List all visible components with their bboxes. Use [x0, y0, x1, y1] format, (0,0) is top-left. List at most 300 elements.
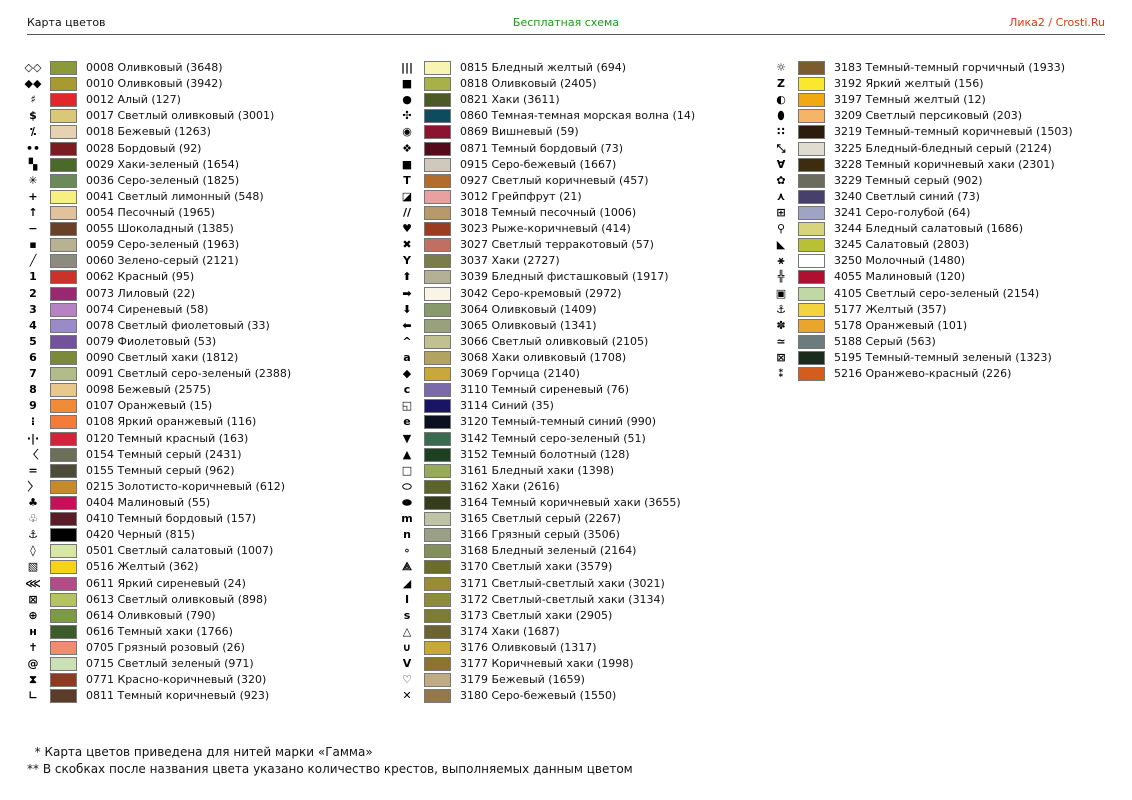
color-swatch	[424, 222, 451, 236]
color-swatch	[424, 689, 451, 703]
pin-icon: ⚲	[776, 222, 786, 236]
color-swatch	[50, 351, 77, 365]
color-swatch	[50, 319, 77, 333]
color-label: 3110 Темный сиреневый (76)	[460, 383, 630, 397]
color-label: 0611 Яркий сиреневый (24)	[86, 576, 246, 590]
lozenge-icon: ◊	[30, 544, 36, 558]
site-link[interactable]: Лика2 / Crosti.Ru	[1009, 16, 1105, 29]
color-swatch	[798, 351, 825, 365]
color-swatch	[50, 270, 77, 284]
scheme-link[interactable]: Бесплатная схема	[512, 16, 620, 29]
color-swatch	[50, 142, 77, 156]
color-label: 0614 Оливковый (790)	[86, 608, 216, 622]
color-label: 0869 Вишневый (59)	[460, 125, 579, 139]
color-label: 0927 Светлый коричневый (457)	[460, 173, 649, 187]
color-label: 3042 Серо-кремовый (2972)	[460, 286, 622, 300]
color-label: 0078 Светлый фиолетовый (33)	[86, 318, 270, 332]
color-swatch	[798, 61, 825, 75]
color-swatch	[798, 287, 825, 301]
color-label: 3161 Бледный хаки (1398)	[460, 463, 615, 477]
digit-one-icon: 1	[29, 270, 37, 284]
color-label: 3174 Хаки (1687)	[460, 624, 560, 638]
color-swatch	[798, 222, 825, 236]
color-swatch	[50, 544, 77, 558]
digit-four-icon: 4	[29, 318, 37, 332]
color-label: 3066 Светлый оливковый (2105)	[460, 334, 649, 348]
color-swatch	[424, 303, 451, 317]
color-swatch	[424, 593, 451, 607]
color-swatch	[50, 560, 77, 574]
minus-icon: −	[28, 222, 38, 236]
letter-a-icon: a	[403, 350, 411, 364]
color-swatch	[424, 287, 451, 301]
color-swatch	[424, 448, 451, 462]
color-label: 3179 Бежевый (1659)	[460, 673, 585, 687]
color-swatch	[424, 528, 451, 542]
color-swatch	[424, 61, 451, 75]
color-swatch	[798, 254, 825, 268]
color-label: 0062 Красный (95)	[86, 270, 195, 284]
angle-left-icon: 〈	[27, 447, 39, 461]
footer-notes	[27, 744, 633, 778]
letter-m-icon: m	[401, 512, 413, 526]
letter-t-icon: T	[403, 173, 411, 187]
color-label: 3240 Светлый синий (73)	[834, 189, 980, 203]
letter-n-icon: n	[403, 528, 411, 542]
small-circle-icon: ∘	[403, 544, 411, 558]
color-label: 3023 Рыже-коричневый (414)	[460, 222, 631, 236]
color-swatch	[50, 109, 77, 123]
color-swatch	[50, 174, 77, 188]
color-swatch	[798, 158, 825, 172]
flower-icon: ✿	[776, 173, 786, 187]
color-label: 3171 Светлый-светлый хаки (3021)	[460, 576, 665, 590]
cross-icon: ✝	[28, 640, 38, 654]
dollar-icon: $	[29, 109, 37, 123]
color-swatch	[50, 383, 77, 397]
color-swatch	[50, 415, 77, 429]
color-label: 0074 Сиреневый (58)	[86, 302, 209, 316]
color-swatch	[50, 432, 77, 446]
letter-e-icon: e	[403, 415, 411, 429]
color-label: 0055 Шоколадный (1385)	[86, 222, 234, 236]
color-label: 0079 Фиолетовый (53)	[86, 334, 217, 348]
color-label: 3039 Бледный фисташковый (1917)	[460, 270, 669, 284]
letter-z-icon: Z	[777, 77, 785, 91]
color-swatch	[424, 415, 451, 429]
color-swatch	[798, 125, 825, 139]
color-label: 5188 Серый (563)	[834, 334, 936, 348]
two-dots-icon: ••	[25, 141, 41, 155]
color-swatch	[50, 367, 77, 381]
color-label: 0060 Зелено-серый (2121)	[86, 254, 239, 268]
color-label: 0108 Яркий оранжевый (116)	[86, 415, 257, 429]
color-label: 0036 Серо-зеленый (1825)	[86, 173, 240, 187]
color-swatch	[50, 158, 77, 172]
anchor-icon: ⚓	[28, 528, 38, 542]
triangle-outline-icon: △	[402, 624, 412, 638]
color-swatch	[424, 641, 451, 655]
percent-icon: ⁒	[29, 125, 37, 139]
color-swatch	[424, 319, 451, 333]
nested-square-icon: ▣	[775, 286, 787, 300]
equals-icon: =	[28, 463, 38, 477]
color-label: 0107 Оранжевый (15)	[86, 399, 213, 413]
slash-icon: ╱	[29, 254, 37, 268]
color-label: 3177 Коричневый хаки (1998)	[460, 657, 634, 671]
color-swatch	[50, 190, 77, 204]
bullseye-icon: ◉	[402, 125, 412, 139]
digit-seven-icon: 7	[29, 367, 37, 381]
digit-five-icon: 5	[29, 334, 37, 348]
letter-i-icon: I	[404, 592, 410, 606]
color-label: 4055 Малиновый (120)	[834, 270, 966, 284]
color-swatch	[50, 238, 77, 252]
color-label: 0073 Лиловый (22)	[86, 286, 196, 300]
letter-v-icon: V	[402, 657, 412, 671]
x-icon: ✕	[402, 689, 412, 703]
color-swatch	[424, 174, 451, 188]
angle-right-icon: 〉	[27, 479, 39, 493]
four-arrows-icon: ✣	[402, 109, 412, 123]
color-label: 3173 Светлый хаки (2905)	[460, 608, 613, 622]
color-swatch	[424, 657, 451, 671]
color-swatch	[50, 625, 77, 639]
footer-note-count: ** В скобках после названия цвета указано количество крестов, выполняемых данным цветом	[27, 762, 633, 776]
color-label: 0018 Бежевый (1263)	[86, 125, 211, 139]
color-label: 3165 Светлый серый (2267)	[460, 512, 621, 526]
small-h-icon: ʜ	[29, 624, 37, 638]
color-label: 3166 Грязный серый (3506)	[460, 528, 620, 542]
color-swatch	[50, 222, 77, 236]
color-swatch	[424, 77, 451, 91]
color-label: 0154 Темный серый (2431)	[86, 447, 242, 461]
color-label: 3176 Оливковый (1317)	[460, 640, 597, 654]
dots-vertical-icon: ⁝	[30, 415, 36, 429]
color-label: 0120 Темный красный (163)	[86, 431, 249, 445]
color-label: 3114 Синий (35)	[460, 399, 554, 413]
black-square-icon: ■	[401, 157, 413, 171]
color-label: 0215 Золотисто-коричневый (612)	[86, 479, 286, 493]
triangle-down-icon: ▼	[402, 431, 412, 445]
hash-icon: ♯	[30, 93, 36, 107]
diamond-cross-icon: ❖	[402, 141, 412, 155]
color-label: 3068 Хаки оливковый (1708)	[460, 350, 627, 364]
color-label: 5216 Оранжево-красный (226)	[834, 367, 1012, 381]
double-cross-icon: ╬	[777, 270, 785, 284]
circled-plus-icon: ⊕	[28, 608, 38, 622]
heavy-arrow-left-icon: ⬅	[402, 318, 412, 332]
color-label: 0771 Красно-коричневый (320)	[86, 673, 267, 687]
double-asterisk-icon: ⁑	[778, 367, 784, 381]
color-label: 3018 Темный песочный (1006)	[460, 205, 637, 219]
color-swatch	[424, 93, 451, 107]
color-label: 0091 Светлый серо-зеленый (2388)	[86, 367, 292, 381]
arrow-corner-icon: ◣	[776, 238, 786, 252]
color-label: 0821 Хаки (3611)	[460, 93, 560, 107]
double-slash-icon: //	[402, 205, 412, 219]
color-label: 0054 Песочный (1965)	[86, 205, 215, 219]
filled-square-icon: ■	[401, 77, 413, 91]
color-swatch	[50, 254, 77, 268]
color-label: 3069 Горчица (2140)	[460, 367, 580, 381]
color-swatch	[50, 496, 77, 510]
color-swatch	[424, 270, 451, 284]
letter-y-icon: Y	[403, 254, 411, 268]
color-swatch	[424, 577, 451, 591]
letter-c-icon: c	[403, 383, 411, 397]
color-label: 3245 Салатовый (2803)	[834, 238, 970, 252]
color-label: 3168 Бледный зеленый (2164)	[460, 544, 637, 558]
color-label: 3037 Хаки (2727)	[460, 254, 560, 268]
heart-icon: ♥	[402, 222, 412, 236]
color-label: 0501 Светлый салатовый (1007)	[86, 544, 274, 558]
color-label: 3152 Темный болотный (128)	[460, 447, 630, 461]
color-label: 3228 Темный коричневый хаки (2301)	[834, 157, 1055, 171]
club-outline-icon: ♧	[28, 512, 38, 526]
color-swatch	[50, 61, 77, 75]
pill-outline-icon: ⬭	[402, 479, 412, 493]
color-label: 3192 Яркий желтый (156)	[834, 77, 984, 91]
hourglass-icon: ⧗	[29, 673, 37, 687]
color-label: 3065 Оливковый (1341)	[460, 318, 597, 332]
heavy-arrow-right-icon: ➡	[402, 286, 412, 300]
pill-filled-icon: ⬬	[402, 495, 412, 509]
color-swatch	[424, 125, 451, 139]
digit-nine-icon: 9	[29, 399, 37, 413]
color-swatch	[50, 448, 77, 462]
filled-circle-icon: ●	[402, 93, 412, 107]
color-swatch	[50, 125, 77, 139]
boxed-plus-icon: ⊞	[776, 205, 786, 219]
color-swatch	[798, 190, 825, 204]
snowflake-icon: ✽	[776, 318, 786, 332]
digit-three-icon: 3	[29, 302, 37, 316]
color-swatch	[50, 577, 77, 591]
color-swatch	[50, 399, 77, 413]
color-label: 0012 Алый (127)	[86, 93, 181, 107]
color-swatch	[50, 689, 77, 703]
color-swatch	[798, 93, 825, 107]
color-swatch	[50, 593, 77, 607]
color-label: 3244 Бледный салатовый (1686)	[834, 222, 1024, 236]
double-diamond-outline-icon: ◇◇	[24, 61, 42, 74]
ellipse-icon: ⬮	[777, 109, 785, 123]
caret-icon: ^	[402, 334, 412, 348]
color-swatch	[50, 206, 77, 220]
color-swatch	[424, 238, 451, 252]
color-label: 0705 Грязный розовый (26)	[86, 640, 245, 654]
triple-bar-icon: |||	[400, 61, 414, 74]
color-label: 4105 Светлый серо-зеленый (2154)	[834, 286, 1040, 300]
color-swatch	[798, 77, 825, 91]
sun-icon: ☼	[776, 61, 786, 74]
wave-icon: ≃	[776, 334, 786, 348]
color-swatch	[424, 432, 451, 446]
color-swatch	[798, 142, 825, 156]
color-label: 0860 Темная-темная морская волна (14)	[460, 109, 696, 123]
plus-icon: +	[28, 189, 38, 203]
arrow-up-icon: ↑	[28, 205, 38, 219]
color-label: 0613 Светлый оливковый (898)	[86, 592, 268, 606]
color-swatch	[798, 319, 825, 333]
color-label: 0029 Хаки-зеленый (1654)	[86, 157, 240, 171]
page-header	[27, 12, 1105, 35]
color-label: 5178 Оранжевый (101)	[834, 318, 968, 332]
color-label: 0041 Светлый лимонный (548)	[86, 189, 264, 203]
color-label: 3012 Грейпфрут (21)	[460, 189, 582, 203]
corner-square-icon: ◱	[401, 399, 413, 413]
color-swatch	[798, 206, 825, 220]
color-label: 0010 Оливковый (3942)	[86, 77, 223, 91]
half-square-icon: ◪	[401, 189, 413, 203]
half-circle-icon: ◐	[776, 93, 786, 107]
heart-outline-icon: ♡	[402, 673, 412, 687]
color-label: 3142 Темный серо-зеленый (51)	[460, 431, 646, 445]
color-swatch	[424, 190, 451, 204]
color-swatch	[50, 93, 77, 107]
double-diamond-filled-icon: ◆◆	[24, 77, 42, 91]
color-swatch	[424, 367, 451, 381]
color-label: 0420 Черный (815)	[86, 528, 195, 542]
color-label: 0815 Бледный желтый (694)	[460, 61, 626, 74]
color-swatch	[424, 383, 451, 397]
color-label: 0410 Темный бордовый (157)	[86, 512, 257, 526]
color-swatch	[424, 480, 451, 494]
color-swatch	[424, 673, 451, 687]
color-swatch	[424, 335, 451, 349]
color-swatch	[424, 560, 451, 574]
page-title: Карта цветов	[27, 16, 106, 29]
color-label: 3219 Темный-темный коричневый (1503)	[834, 125, 1073, 139]
color-swatch	[798, 367, 825, 381]
color-swatch	[50, 303, 77, 317]
color-swatch	[50, 464, 77, 478]
color-swatch	[424, 351, 451, 365]
color-swatch	[424, 625, 451, 639]
triangle-pattern-icon: ⟁	[402, 560, 412, 574]
color-label: 3172 Светлый-светлый хаки (3134)	[460, 592, 665, 606]
boxed-star-icon: ⊠	[776, 350, 786, 364]
color-label: 3120 Темный-темный синий (990)	[460, 415, 657, 429]
heavy-arrow-down-icon: ⬇	[402, 302, 412, 316]
color-label: 3225 Бледный-бледный серый (2124)	[834, 141, 1052, 155]
color-label: 5177 Желтый (357)	[834, 302, 947, 316]
color-label: 0155 Темный серый (962)	[86, 463, 235, 477]
color-swatch	[424, 512, 451, 526]
digit-two-icon: 2	[29, 286, 37, 300]
color-label: 0915 Серо-бежевый (1667)	[460, 157, 617, 171]
four-dots-icon: ∷	[777, 125, 785, 139]
color-label: 3027 Светлый терракотовый (57)	[460, 238, 654, 252]
color-label: 0098 Бежевый (2575)	[86, 383, 211, 397]
color-label: 3209 Светлый персиковый (203)	[834, 109, 1023, 123]
color-swatch	[424, 254, 451, 268]
color-swatch	[424, 464, 451, 478]
color-swatch	[424, 206, 451, 220]
color-swatch	[424, 399, 451, 413]
wedge-icon: ⋏	[776, 189, 786, 203]
color-label: 3164 Темный коричневый хаки (3655)	[460, 495, 681, 509]
color-swatch	[50, 480, 77, 494]
color-swatch	[798, 109, 825, 123]
small-square-icon: ▪	[29, 238, 37, 252]
color-label: 3180 Серо-бежевый (1550)	[460, 689, 617, 703]
filled-diamond-icon: ◆	[402, 367, 412, 381]
footer-note-brand: * Карта цветов приведена для нитей марки «Гамма»	[27, 745, 373, 759]
color-label: 0818 Оливковый (2405)	[460, 77, 597, 91]
color-label: 0871 Темный бордовый (73)	[460, 141, 624, 155]
color-label: 3229 Темный серый (902)	[834, 173, 983, 187]
color-swatch	[798, 270, 825, 284]
color-swatch	[424, 142, 451, 156]
color-label: 3170 Светлый хаки (3579)	[460, 560, 613, 574]
color-swatch	[424, 109, 451, 123]
color-label: 0404 Малиновый (55)	[86, 495, 211, 509]
digit-six-icon: 6	[29, 350, 37, 364]
color-label: 0090 Светлый хаки (1812)	[86, 350, 239, 364]
color-label: 5195 Темный-темный зеленый (1323)	[834, 350, 1052, 364]
color-label: 0811 Темный коричневый (923)	[86, 689, 270, 703]
spiral-icon: @	[27, 657, 39, 671]
color-swatch	[424, 158, 451, 172]
color-swatch	[424, 544, 451, 558]
letter-s-icon: s	[403, 608, 411, 622]
color-swatch	[50, 641, 77, 655]
color-label: 3241 Серо-голубой (64)	[834, 205, 971, 219]
color-swatch	[50, 512, 77, 526]
color-swatch	[50, 609, 77, 623]
color-swatch	[50, 77, 77, 91]
triple-chevron-left-icon: ⋘	[25, 576, 41, 590]
color-swatch	[50, 528, 77, 542]
square-outline-icon: □	[401, 463, 413, 477]
color-label: 3064 Оливковый (1409)	[460, 302, 597, 316]
color-label: 3197 Темный желтый (12)	[834, 93, 986, 107]
color-label: 0017 Светлый оливковый (3001)	[86, 109, 275, 123]
color-swatch	[50, 657, 77, 671]
color-swatch	[50, 335, 77, 349]
color-label: 0616 Темный хаки (1766)	[86, 624, 233, 638]
color-swatch	[424, 496, 451, 510]
corner-l-icon: ∟	[28, 689, 38, 703]
color-swatch	[50, 287, 77, 301]
triangle-up-icon: ▲	[402, 447, 412, 461]
asterisk-icon: ✳	[28, 173, 38, 187]
hatched-square-icon: ▧	[27, 560, 39, 574]
diagonal-arrow-icon: ⤡	[776, 141, 786, 155]
color-label: 3250 Молочный (1480)	[834, 254, 966, 268]
color-label: 0516 Желтый (362)	[86, 560, 199, 574]
color-swatch	[798, 174, 825, 188]
color-label: 0028 Бордовый (92)	[86, 141, 202, 155]
forall-icon: ∀	[776, 157, 786, 171]
color-label: 0715 Светлый зеленый (971)	[86, 657, 254, 671]
color-label: 3162 Хаки (2616)	[460, 479, 560, 493]
sextile-icon: ⚹	[777, 254, 785, 268]
color-swatch	[424, 609, 451, 623]
corner-triangle-icon: ◢	[402, 576, 412, 590]
anchor-small-icon: ⚓	[776, 302, 786, 316]
color-label: 3183 Темный-темный горчичный (1933)	[834, 61, 1066, 74]
color-swatch	[50, 673, 77, 687]
club-icon: ♣	[28, 495, 38, 509]
heavy-arrow-up-icon: ⬆	[402, 270, 412, 284]
checker-icon: ▚	[28, 157, 38, 171]
color-label: 0008 Оливковый (3648)	[86, 61, 223, 74]
digit-eight-icon: 8	[29, 383, 37, 397]
dot-bar-dot-icon: ·|·	[26, 431, 40, 445]
